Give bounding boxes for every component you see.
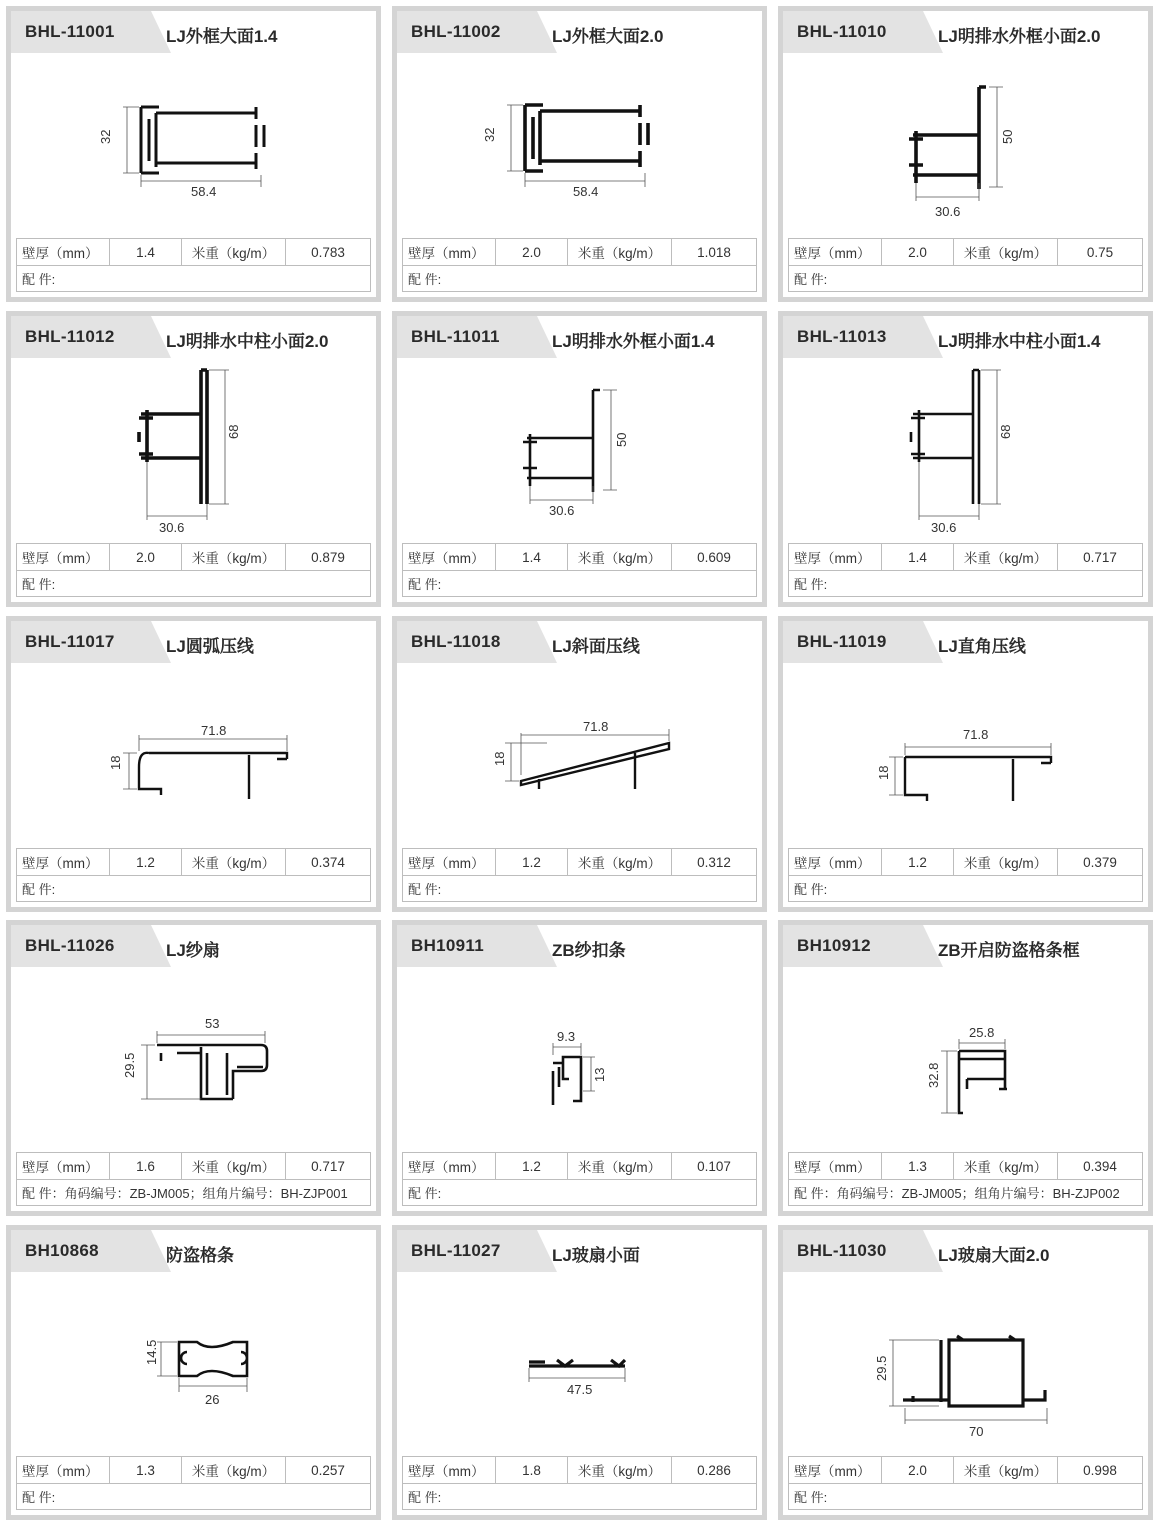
wall-value: 1.4 <box>496 544 568 570</box>
product-code: BH10912 <box>797 936 871 955</box>
dimension-label: 26 <box>205 1392 220 1407</box>
spec-table <box>16 848 371 902</box>
product-code: BHL-11013 <box>797 327 887 346</box>
product-card <box>392 311 767 607</box>
parts-row: 配 件：角码编号：ZB-JM005；组角片编号：BH-ZJP002 <box>794 1186 1120 1201</box>
wall-label: 壁厚（mm） <box>17 1457 110 1483</box>
wall-value: 2.0 <box>882 1457 954 1483</box>
dimension-label: 70 <box>969 1424 984 1439</box>
product-card <box>392 920 767 1216</box>
product-card <box>778 311 1153 607</box>
parts-row: 配 件: <box>22 272 56 287</box>
parts-row: 配 件: <box>408 577 442 592</box>
dimension-label: 30.6 <box>159 520 185 535</box>
spec-table <box>402 1456 757 1510</box>
profile-drawing <box>11 53 376 233</box>
profile-drawing <box>397 1272 762 1452</box>
product-name: 防盗格条 <box>166 1246 234 1265</box>
weight-value: 0.879 <box>311 549 345 565</box>
parts-row: 配 件：角码编号：ZB-JM005；组角片编号：BH-ZJP001 <box>22 1186 348 1201</box>
dimension-label: 68 <box>998 424 1013 439</box>
product-code: BHL-11012 <box>25 327 115 346</box>
product-name: LJ玻扇大面2.0 <box>938 1246 1050 1265</box>
dimension-label: 32.8 <box>926 1062 941 1088</box>
weight-label: 米重（kg/m） <box>568 849 672 875</box>
parts-row: 配 件: <box>22 882 56 897</box>
product-code: BH10911 <box>411 936 484 955</box>
wall-label: 壁厚（mm） <box>789 544 882 570</box>
dimension-label: 58.4 <box>573 184 599 199</box>
dimension-label: 50 <box>614 432 629 447</box>
weight-value: 0.374 <box>311 854 345 870</box>
parts-row: 配 件: <box>408 882 442 897</box>
dimension-label: 47.5 <box>567 1382 593 1397</box>
wall-label: 壁厚（mm） <box>403 239 496 265</box>
wall-label: 壁厚（mm） <box>403 1457 496 1483</box>
product-card <box>6 311 381 607</box>
product-name: LJ明排水外框小面2.0 <box>938 27 1101 46</box>
parts-row: 配 件: <box>408 1490 442 1505</box>
profile-drawing <box>11 358 376 538</box>
parts-row: 配 件: <box>794 272 828 287</box>
product-name: LJ圆弧压线 <box>166 637 254 656</box>
profile-drawing <box>397 358 762 538</box>
wall-value: 1.3 <box>110 1457 182 1483</box>
spec-table <box>16 1456 371 1510</box>
wall-label: 壁厚（mm） <box>789 849 882 875</box>
dimension-label: 71.8 <box>583 719 609 734</box>
product-card <box>778 616 1153 912</box>
product-card <box>778 920 1153 1216</box>
spec-table <box>16 238 371 292</box>
weight-value: 0.609 <box>697 549 731 565</box>
product-name: LJ明排水中柱小面1.4 <box>938 332 1101 351</box>
parts-row: 配 件: <box>794 882 828 897</box>
wall-label: 壁厚（mm） <box>403 544 496 570</box>
weight-value: 0.998 <box>1083 1462 1117 1478</box>
product-card <box>6 920 381 1216</box>
weight-label: 米重（kg/m） <box>954 849 1058 875</box>
product-code: BHL-11017 <box>25 632 115 651</box>
spec-table <box>788 848 1143 902</box>
spec-table <box>402 848 757 902</box>
weight-label: 米重（kg/m） <box>568 1153 672 1179</box>
product-code: BHL-11001 <box>25 22 115 41</box>
parts-row: 配 件: <box>408 1186 442 1201</box>
dimension-label: 25.8 <box>969 1025 995 1040</box>
dimension-label: 32 <box>98 129 113 144</box>
spec-table <box>16 1152 371 1206</box>
product-card <box>392 616 767 912</box>
product-name: LJ玻扇小面 <box>552 1246 640 1265</box>
dimension-label: 30.6 <box>935 204 961 219</box>
weight-label: 米重（kg/m） <box>182 544 286 570</box>
dimension-label: 58.4 <box>191 184 217 199</box>
product-code: BHL-11030 <box>797 1241 887 1260</box>
product-code: BH10868 <box>25 1241 99 1260</box>
product-code: BHL-11010 <box>797 22 887 41</box>
wall-label: 壁厚（mm） <box>403 849 496 875</box>
product-card <box>6 6 381 302</box>
dimension-label: 18 <box>108 755 123 770</box>
spec-table <box>788 1152 1143 1206</box>
weight-label: 米重（kg/m） <box>182 849 286 875</box>
spec-table <box>16 543 371 597</box>
profile-drawing <box>11 663 376 843</box>
dimension-label: 71.8 <box>201 723 227 738</box>
weight-label: 米重（kg/m） <box>954 1457 1058 1483</box>
wall-label: 壁厚（mm） <box>789 1153 882 1179</box>
dimension-label: 50 <box>1000 129 1015 144</box>
product-code: BHL-11018 <box>411 632 501 651</box>
weight-value: 0.257 <box>311 1462 345 1478</box>
weight-value: 0.783 <box>311 244 345 260</box>
wall-value: 1.4 <box>110 239 182 265</box>
product-card <box>392 6 767 302</box>
wall-label: 壁厚（mm） <box>789 239 882 265</box>
weight-value: 0.107 <box>697 1158 731 1174</box>
product-name: LJ纱扇 <box>166 941 220 960</box>
weight-label: 米重（kg/m） <box>568 239 672 265</box>
wall-value: 1.2 <box>882 849 954 875</box>
parts-row: 配 件: <box>794 577 828 592</box>
spec-table <box>402 543 757 597</box>
product-name: LJ外框大面2.0 <box>552 27 664 46</box>
wall-label: 壁厚（mm） <box>17 1153 110 1179</box>
product-card <box>778 6 1153 302</box>
product-card <box>6 616 381 912</box>
product-name: LJ斜面压线 <box>552 637 640 656</box>
profile-drawing <box>783 53 1148 233</box>
weight-value: 0.75 <box>1086 244 1114 260</box>
weight-value: 0.394 <box>1083 1158 1117 1174</box>
wall-label: 壁厚（mm） <box>17 239 110 265</box>
dimension-label: 13 <box>592 1067 607 1082</box>
product-name: ZB纱扣条 <box>552 941 626 960</box>
profile-drawing <box>397 967 762 1147</box>
weight-value: 0.379 <box>1083 854 1117 870</box>
product-card <box>6 1225 381 1520</box>
spec-table <box>788 238 1143 292</box>
weight-value: 1.018 <box>697 244 731 260</box>
weight-value: 0.286 <box>697 1462 731 1478</box>
dimension-label: 32 <box>482 127 497 142</box>
product-card <box>778 1225 1153 1520</box>
product-code: BHL-11002 <box>411 22 501 41</box>
product-name: LJ明排水中柱小面2.0 <box>166 332 329 351</box>
product-code: BHL-11011 <box>411 327 500 346</box>
wall-label: 壁厚（mm） <box>17 544 110 570</box>
weight-label: 米重（kg/m） <box>182 1153 286 1179</box>
spec-table <box>402 238 757 292</box>
wall-value: 1.2 <box>110 849 182 875</box>
parts-row: 配 件: <box>22 1490 56 1505</box>
profile-drawing <box>397 53 762 233</box>
product-name: LJ直角压线 <box>938 637 1026 656</box>
dimension-label: 68 <box>226 424 241 439</box>
product-name: LJ外框大面1.4 <box>166 27 278 46</box>
spec-table <box>788 543 1143 597</box>
profile-drawing <box>783 967 1148 1147</box>
spec-table <box>788 1456 1143 1510</box>
wall-value: 2.0 <box>496 239 568 265</box>
product-name: ZB开启防盗格条框 <box>938 941 1080 960</box>
wall-value: 1.2 <box>496 849 568 875</box>
weight-label: 米重（kg/m） <box>954 544 1058 570</box>
profile-drawing <box>783 358 1148 538</box>
dimension-label: 71.8 <box>963 727 989 742</box>
product-code: BHL-11019 <box>797 632 887 651</box>
dimension-label: 29.5 <box>122 1052 137 1078</box>
wall-value: 2.0 <box>882 239 954 265</box>
profile-drawing <box>11 1272 376 1452</box>
parts-row: 配 件: <box>408 272 442 287</box>
product-name: LJ明排水外框小面1.4 <box>552 332 715 351</box>
wall-value: 1.6 <box>110 1153 182 1179</box>
weight-label: 米重（kg/m） <box>954 239 1058 265</box>
wall-value: 1.3 <box>882 1153 954 1179</box>
weight-label: 米重（kg/m） <box>954 1153 1058 1179</box>
wall-value: 1.4 <box>882 544 954 570</box>
dimension-label: 30.6 <box>549 503 575 518</box>
parts-row: 配 件: <box>22 577 56 592</box>
dimension-label: 18 <box>492 751 507 766</box>
parts-row: 配 件: <box>794 1490 828 1505</box>
dimension-label: 29.5 <box>874 1355 889 1381</box>
weight-label: 米重（kg/m） <box>182 1457 286 1483</box>
wall-value: 2.0 <box>110 544 182 570</box>
weight-label: 米重（kg/m） <box>568 1457 672 1483</box>
profile-drawing <box>783 663 1148 843</box>
product-code: BHL-11026 <box>25 936 115 955</box>
wall-label: 壁厚（mm） <box>17 849 110 875</box>
profile-drawing <box>397 663 762 843</box>
dimension-label: 18 <box>876 765 891 780</box>
dimension-label: 53 <box>205 1016 220 1031</box>
dimension-label: 30.6 <box>931 520 957 535</box>
wall-label: 壁厚（mm） <box>789 1457 882 1483</box>
wall-label: 壁厚（mm） <box>403 1153 496 1179</box>
product-card <box>392 1225 767 1520</box>
wall-value: 1.2 <box>496 1153 568 1179</box>
weight-label: 米重（kg/m） <box>568 544 672 570</box>
profile-drawing <box>11 967 376 1147</box>
weight-label: 米重（kg/m） <box>182 239 286 265</box>
spec-table <box>402 1152 757 1206</box>
dimension-label: 9.3 <box>557 1029 576 1044</box>
weight-value: 0.717 <box>311 1158 345 1174</box>
weight-value: 0.312 <box>697 854 731 870</box>
product-code: BHL-11027 <box>411 1241 501 1260</box>
profile-drawing <box>783 1272 1148 1452</box>
dimension-label: 14.5 <box>144 1339 159 1365</box>
weight-value: 0.717 <box>1083 549 1117 565</box>
wall-value: 1.8 <box>496 1457 568 1483</box>
